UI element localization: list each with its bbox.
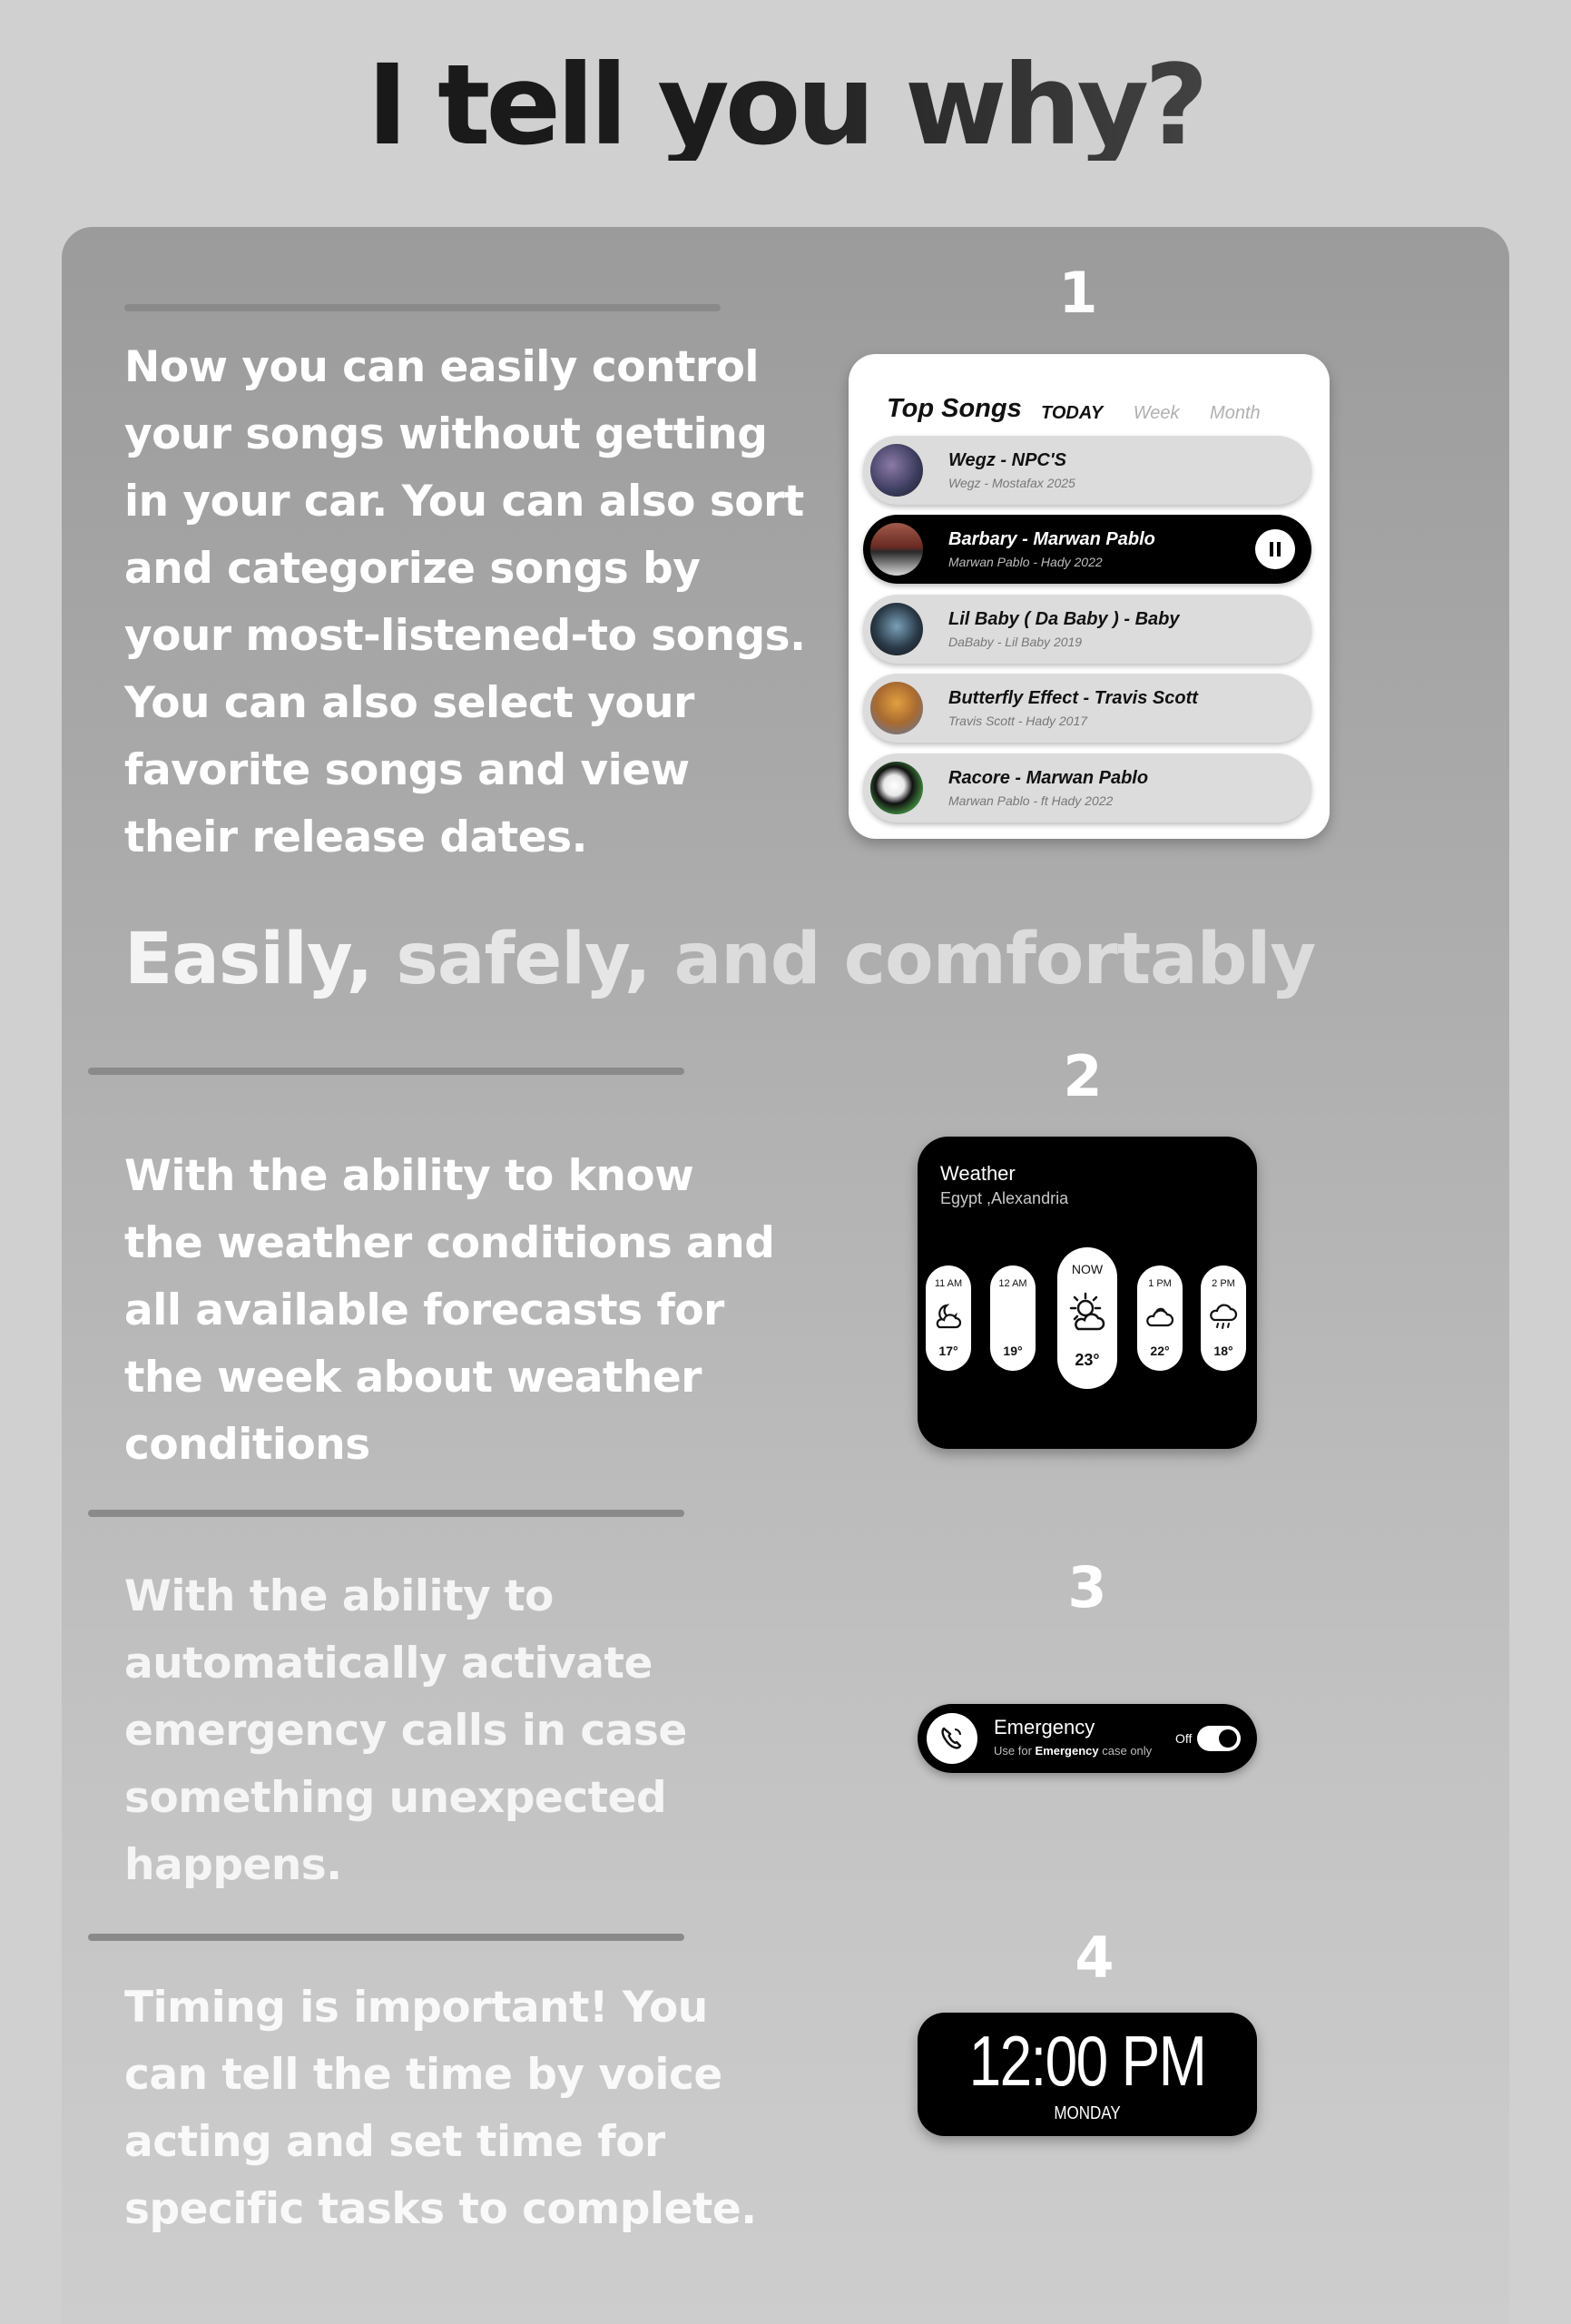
section-text: Now you can easily control your songs without getting in your car. You can also sort and categorize songs by your most-listened-to songs. You can also select your favorite songs and view their release dates.: [124, 342, 806, 862]
section-number: 4: [1075, 1925, 1114, 1991]
cloud-icon: [1144, 1300, 1176, 1333]
emergency-title: Emergency: [994, 1716, 1095, 1738]
forecast-temp: 17°: [938, 1344, 958, 1358]
album-cover: [870, 762, 923, 814]
clock-card: [918, 2013, 1257, 2136]
song-row[interactable]: [863, 595, 1311, 664]
tab-week[interactable]: Week: [1133, 403, 1180, 423]
songs-tabs: [1041, 403, 1286, 424]
album-cover: [870, 603, 923, 655]
forecast-now: [1057, 1247, 1117, 1389]
emergency-toggle[interactable]: [1197, 1726, 1241, 1751]
song-sub: Travis Scott - Hady 2017: [948, 714, 1088, 728]
forecast-temp: 19°: [1003, 1344, 1023, 1358]
emergency-subtitle: [994, 1744, 1152, 1758]
section-divider: [88, 1934, 684, 1941]
toggle-knob: [1219, 1729, 1237, 1748]
section-number: 1: [1058, 260, 1098, 326]
forecast-time: 1 PM: [1148, 1278, 1172, 1289]
emergency-card: [918, 1704, 1257, 1773]
section-text: With the ability to know the weather conditions and all available forecasts for the week about weather conditions: [124, 1151, 775, 1470]
tagline-part-3: and comfortably: [673, 919, 1316, 1000]
section-divider: [124, 304, 721, 311]
song-sub: DaBaby - Lil Baby 2019: [948, 635, 1083, 649]
song-name: Barbary - Marwan Pablo: [948, 529, 1155, 549]
forecast-time: 11 AM: [934, 1278, 963, 1289]
moon-cloud-icon: [932, 1300, 965, 1333]
sun-cloud-icon: [1065, 1291, 1109, 1334]
song-row[interactable]: [863, 753, 1311, 822]
song-row[interactable]: [863, 674, 1311, 743]
song-name: Lil Baby ( Da Baby ) - Baby: [948, 609, 1180, 629]
rain-cloud-icon: [1207, 1300, 1240, 1333]
forecast-temp: 23°: [1075, 1351, 1100, 1369]
forecast-hour: [990, 1265, 1036, 1371]
section-divider: [88, 1068, 684, 1075]
section-text: With the ability to automatically activate emergency calls in case something unexpected happens.: [124, 1571, 687, 1890]
top-songs-card: [849, 354, 1330, 839]
forecast-hour: [1201, 1265, 1246, 1371]
tagline-part-1: Easily,: [124, 919, 373, 1000]
album-cover: [870, 523, 923, 576]
forecast-time: NOW: [1071, 1262, 1104, 1276]
phone-icon: [927, 1713, 977, 1764]
forecast-hour: [1137, 1265, 1183, 1371]
weather-location: Egypt ,Alexandria: [940, 1189, 1069, 1207]
section-text: Timing is important! You can tell the time by voice acting and set time for specific tasks to complete.: [124, 1983, 757, 2234]
song-sub: Marwan Pablo - Hady 2022: [948, 555, 1103, 569]
emergency-sub-bold: Emergency: [1035, 1744, 1099, 1758]
section-divider: [88, 1510, 684, 1517]
song-row-playing[interactable]: [863, 515, 1311, 584]
forecast-time: 12 AM: [998, 1278, 1027, 1289]
weather-title: Weather: [940, 1162, 1016, 1185]
forecast-temp: 18°: [1213, 1344, 1233, 1358]
song-row[interactable]: [863, 436, 1311, 505]
tab-month[interactable]: Month: [1210, 403, 1261, 423]
toggle-label: Off: [1175, 1731, 1193, 1746]
album-cover: [870, 682, 923, 734]
song-sub: Wegz - Mostafax 2025: [948, 476, 1075, 490]
section-number: 3: [1067, 1554, 1107, 1620]
pause-icon[interactable]: [1255, 529, 1295, 569]
forecast-time: 2 PM: [1212, 1278, 1235, 1289]
song-sub: Marwan Pablo - ft Hady 2022: [948, 793, 1114, 808]
section-number: 2: [1063, 1043, 1103, 1109]
tagline: [124, 919, 1316, 1000]
forecast-temp: 22°: [1150, 1344, 1170, 1358]
emergency-sub-prefix: Use for: [994, 1744, 1032, 1758]
clock-time: 12:00 PM: [968, 2021, 1206, 2101]
songs-card-title: Top Songs: [887, 394, 1022, 423]
clock-day: MONDAY: [1054, 2103, 1121, 2123]
song-name: Butterfly Effect - Travis Scott: [948, 688, 1198, 708]
album-cover: [870, 444, 923, 497]
song-name: Racore - Marwan Pablo: [948, 768, 1149, 788]
tagline-part-2: safely,: [396, 919, 651, 1000]
emergency-sub-suffix: case only: [1102, 1744, 1153, 1758]
song-name: Wegz - NPC'S: [948, 450, 1066, 470]
tab-today[interactable]: TODAY: [1041, 403, 1104, 423]
page-title: I tell you why?: [0, 50, 1571, 161]
forecast-hour: [926, 1265, 971, 1371]
weather-card: [918, 1137, 1257, 1449]
